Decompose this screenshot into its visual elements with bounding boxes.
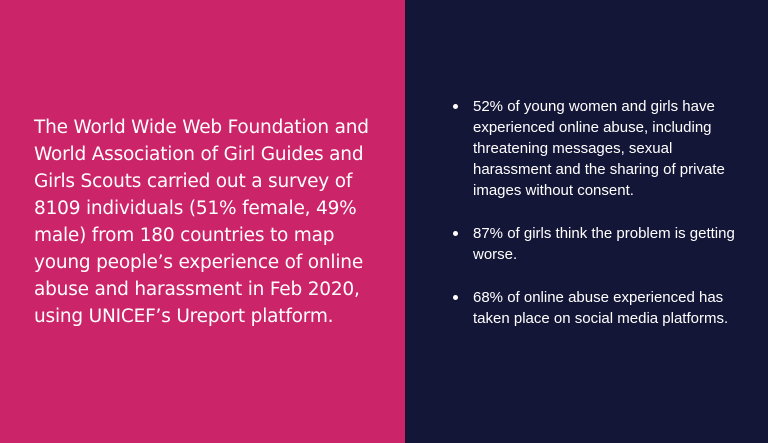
findings-panel [405,0,768,443]
finding-item [451,287,750,329]
bullet-icon [453,295,458,300]
findings-list [451,96,750,329]
finding-item [451,96,750,201]
finding-text: 87% of girls think the problem is getting worse. [473,225,735,263]
bullet-icon [453,104,458,109]
finding-text: 52% of young women and girls have experienced online abuse, including threatening messages, sexual harassment and the sharing of private images without consent. [473,98,725,199]
intro-paragraph: The World Wide Web Foundation and World Association of Girl Guides and Girls Scouts carried out a survey of 8109 individuals (51% female, 49% male) from 180 countries to map young people’s experience of online abuse and harassment in Feb 2020, using UNICEF’s Ureport platform. [34,116,369,327]
finding-text: 68% of online abuse experienced has taken place on social media platforms. [473,289,729,327]
bullet-icon [453,231,458,236]
finding-item [451,223,750,265]
